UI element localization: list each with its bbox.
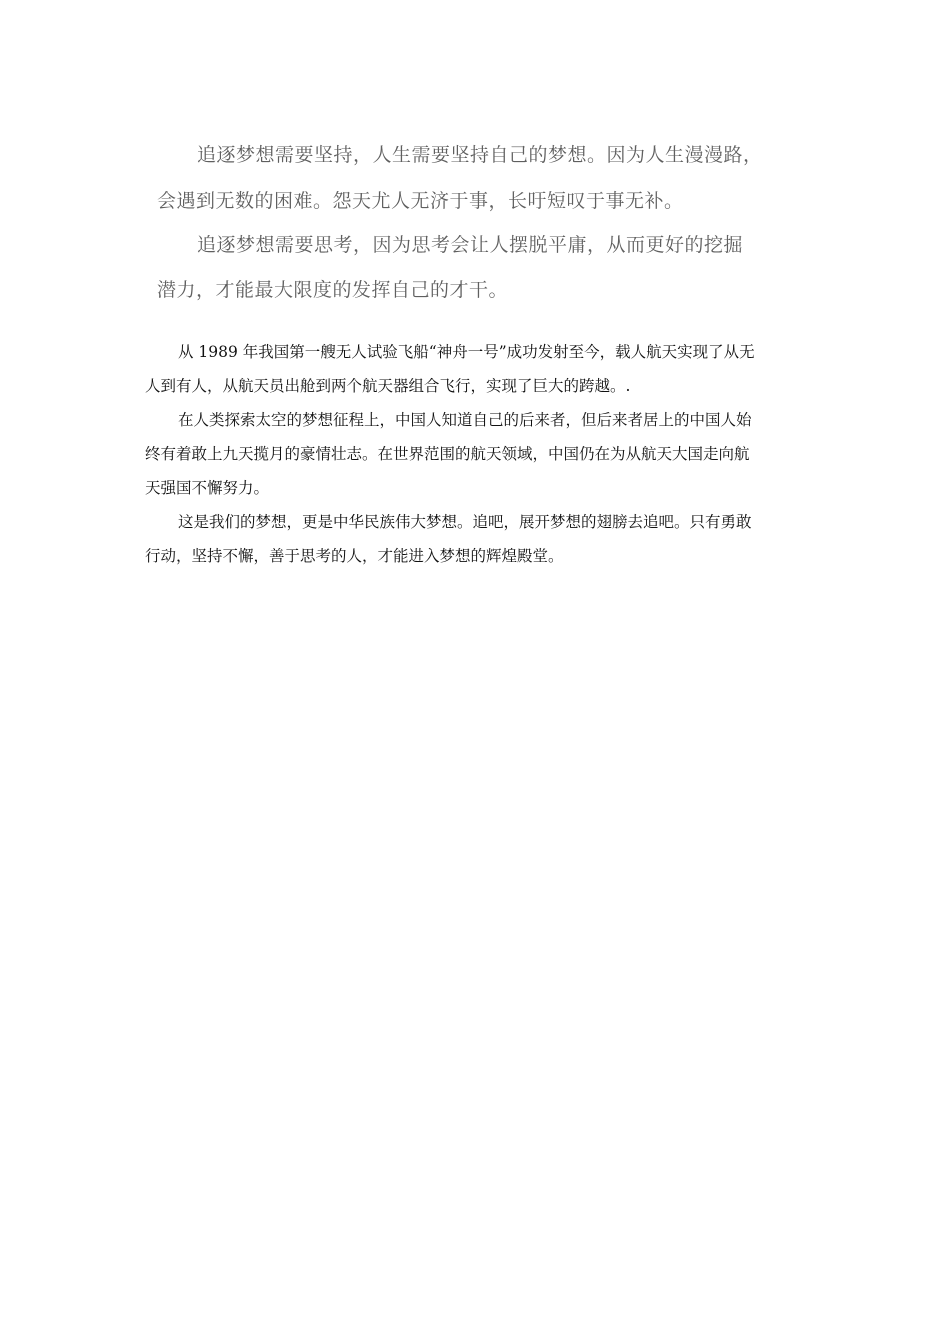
body-text <box>145 335 810 573</box>
paragraph-line: 在人类探索太空的梦想征程上，中国人知道自己的后来者，但后来者居上的中国人始 <box>178 411 752 429</box>
paragraph <box>145 403 810 505</box>
paragraph-line: 天强国不懈努力。 <box>145 479 270 497</box>
paragraph-line: 人到有人，从航天员出舱到两个航天器组合飞行，实现了巨大的跨越。. <box>145 377 631 395</box>
paragraph-line: 这是我们的梦想，更是中华民族伟大梦想。追吧，展开梦想的翅膀去追吧。只有勇敢 <box>178 513 752 531</box>
paragraph <box>145 505 810 573</box>
image-text-line: 追逐梦想需要思考，因为思考会让人摆脱平庸，从而更好的挖掘 <box>197 234 744 256</box>
embedded-text-image <box>140 120 780 315</box>
image-text-line: 追逐梦想需要坚持，人生需要坚持自己的梦想。因为人生漫漫路， <box>197 144 763 166</box>
image-text-line: 会遇到无数的困难。怨天尤人无济于事，长吁短叹于事无补。 <box>157 190 684 212</box>
paragraph-line: 行动，坚持不懈，善于思考的人，才能进入梦想的辉煌殿堂。 <box>145 547 564 565</box>
image-text-line: 潜力，才能最大限度的发挥自己的才干。 <box>157 279 509 301</box>
paragraph-line: 终有着敢上九天揽月的豪情壮志。在世界范围的航天领域，中国仍在为从航天大国走向航 <box>145 445 750 463</box>
paragraph-line: 从 1989 年我国第一艘无人试验飞船“神舟一号”成功发射至今，载人航天实现了从无 <box>178 343 755 361</box>
paragraph <box>145 335 810 403</box>
